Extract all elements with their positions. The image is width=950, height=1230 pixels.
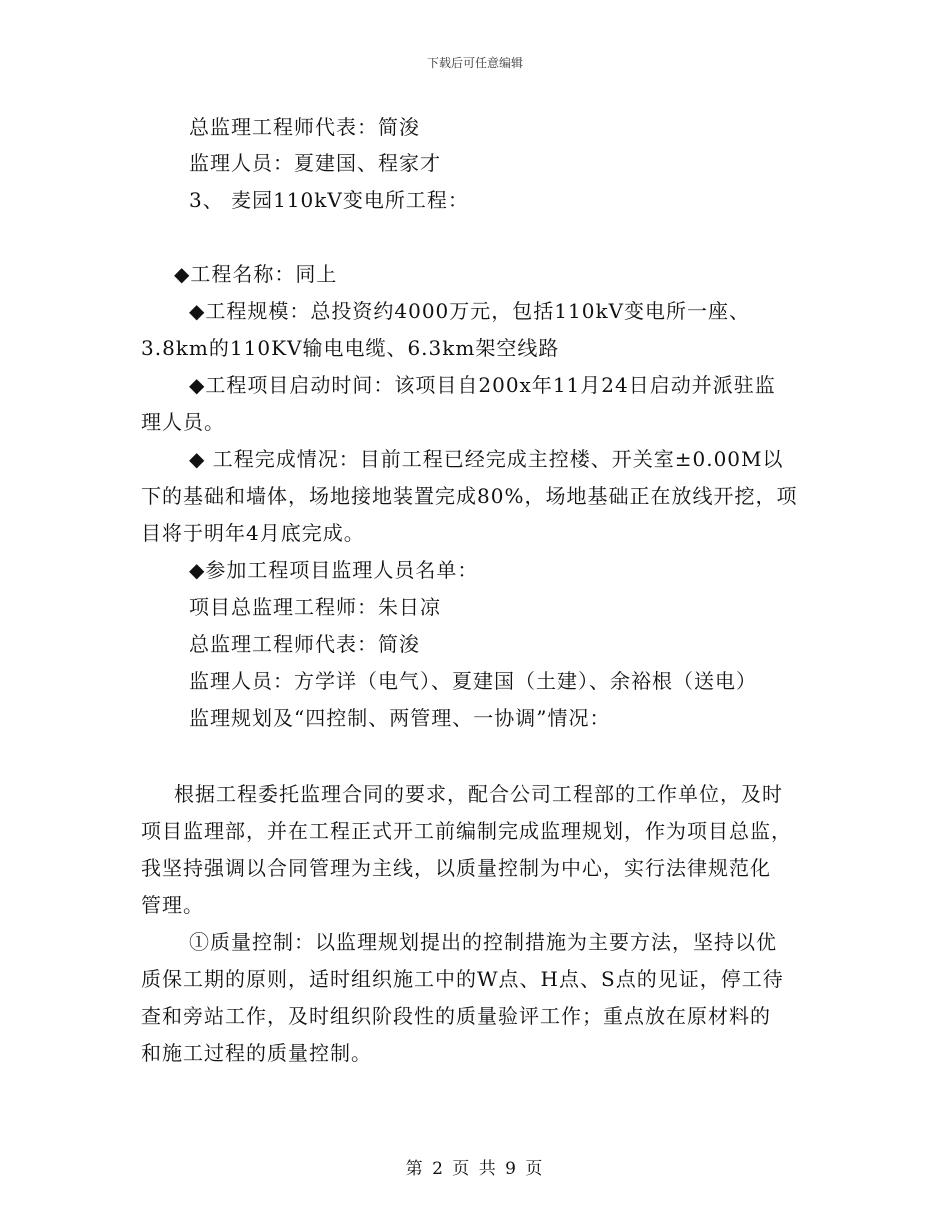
page-header: 下载后可任意编辑	[426, 56, 523, 70]
page-number: 第 2 页 共 9 页	[405, 1159, 545, 1179]
text-line: 3.8km的110KV输电电缆、6.3km架空线路	[141, 336, 560, 360]
text-line: 我坚持强调以合同管理为主线，以质量控制为中心，实行法律规范化	[141, 856, 771, 880]
text-line: 和施工过程的质量控制。	[141, 1041, 372, 1065]
text-line: 监理人员：夏建国、程家才	[189, 151, 441, 175]
text-line: 理人员。	[141, 410, 225, 434]
text-line: ◆工程名称：同上	[174, 262, 338, 286]
text-line: ①质量控制：以监理规划提出的控制措施为主要方法，坚持以优	[189, 930, 777, 954]
text-line: 监理人员：方学详（电气）、夏建国（土建）、余裕根（送电）	[189, 669, 757, 693]
text-line: ◆ 工程完成情况：目前工程已经完成主控楼、开关室±0.00M以	[189, 447, 784, 471]
text-line: 总监理工程师代表：简浚	[189, 632, 420, 656]
text-line: 查和旁站工作，及时组织阶段性的质量验评工作；重点放在原材料的	[141, 1004, 771, 1028]
text-line: 目将于明年4月底完成。	[141, 521, 365, 545]
text-line: ◆参加工程项目监理人员名单：	[189, 558, 479, 582]
text-line: ◆工程项目启动时间：该项目自200x年11月24日启动并派驻监	[189, 373, 776, 397]
text-line: 质保工期的原则，适时组织施工中的W点、H点、S点的见证，停工待	[141, 967, 784, 991]
text-line: 根据工程委托监理合同的要求，配合公司工程部的工作单位，及时	[174, 782, 783, 806]
text-line: 项目监理部，并在工程正式开工前编制完成监理规划，作为项目总监，	[141, 819, 792, 843]
text-line: ◆工程规模：总投资约4000万元，包括110kV变电所一座、	[189, 299, 751, 323]
text-line: 管理。	[141, 893, 204, 917]
text-line: 下的基础和墙体，场地接地装置完成80%，场地基础正在放线开挖，项	[141, 484, 798, 508]
text-line: 3、 麦园110kV变电所工程：	[189, 188, 469, 212]
text-line: 总监理工程师代表：简浚	[189, 115, 420, 139]
text-line: 项目总监理工程师：朱日凉	[189, 595, 441, 619]
text-line: 监理规划及“四控制、两管理、一协调”情况：	[189, 706, 611, 730]
